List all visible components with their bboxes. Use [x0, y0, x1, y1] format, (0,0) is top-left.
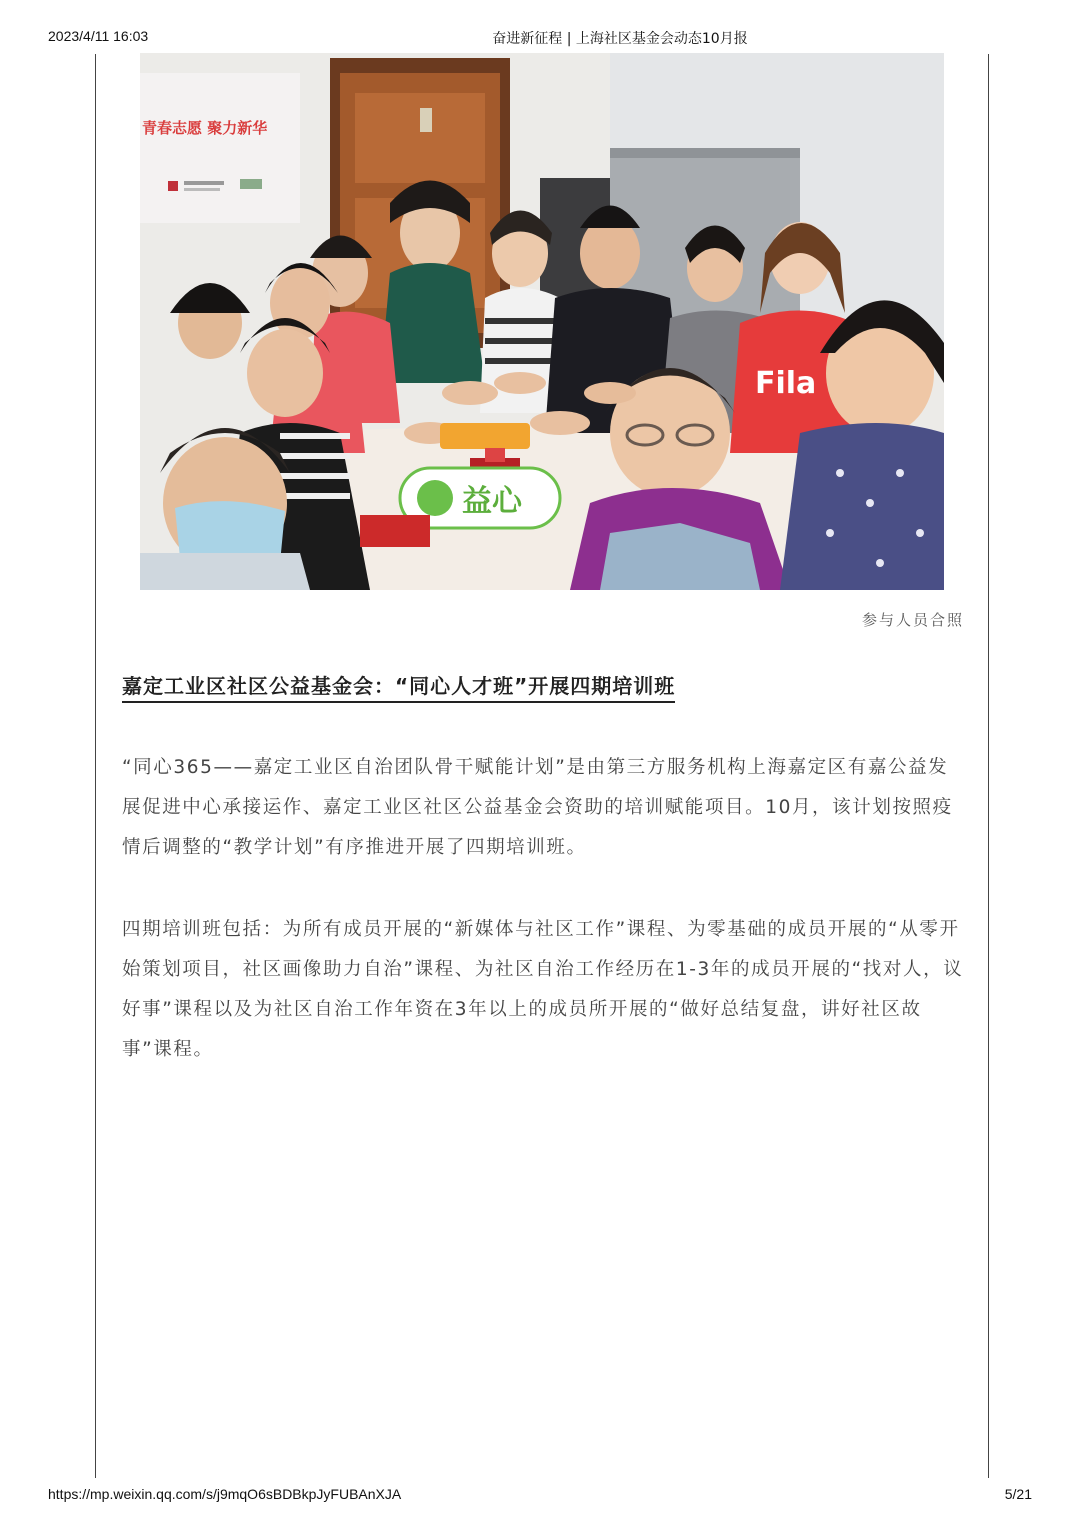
print-url: https://mp.weixin.qq.com/s/j9mqO6sBDBkpJyFUBAnXJA — [48, 1486, 402, 1502]
print-datetime: 2023/4/11 16:03 — [48, 28, 149, 44]
section-heading: 嘉定工业区社区公益基金会：“同心人才班”开展四期培训班 — [122, 670, 675, 703]
svg-text:Fila: Fila — [755, 366, 817, 401]
sign-text: 益心 — [462, 484, 522, 519]
print-page-title: 奋进新征程 | 上海社区基金会动态10月报 — [492, 31, 748, 47]
print-page-number: 5/21 — [1004, 1486, 1032, 1502]
photo-caption: 参与人员合照 — [861, 611, 964, 629]
paragraph: 四期培训班包括：为所有成员开展的“新媒体与社区工作”课程、为零基础的成员开展的“从零开始策划项目，社区画像助力自治”课程、为社区自治工作经历在1-3年的成员开展的“找对人，议好事”课程以及为社区自治工作年资在3年以上的成员所开展的“做好总结复盘，讲好社区故事”课程。 — [122, 919, 964, 1060]
banner-text: 青春志愿 聚力新华 — [142, 119, 268, 137]
page-right-border — [988, 54, 989, 1478]
paragraph: “同心365——嘉定工业区自治团队骨干赋能计划”是由第三方服务机构上海嘉定区有嘉公益发展促进中心承接运作、嘉定工业区社区公益基金会资助的培训赋能项目。10月，该计划按照疫情后调整的“教学计划”有序推进开展了四期培训班。 — [122, 757, 953, 858]
page-left-border — [95, 54, 96, 1478]
group-photo — [140, 53, 944, 590]
